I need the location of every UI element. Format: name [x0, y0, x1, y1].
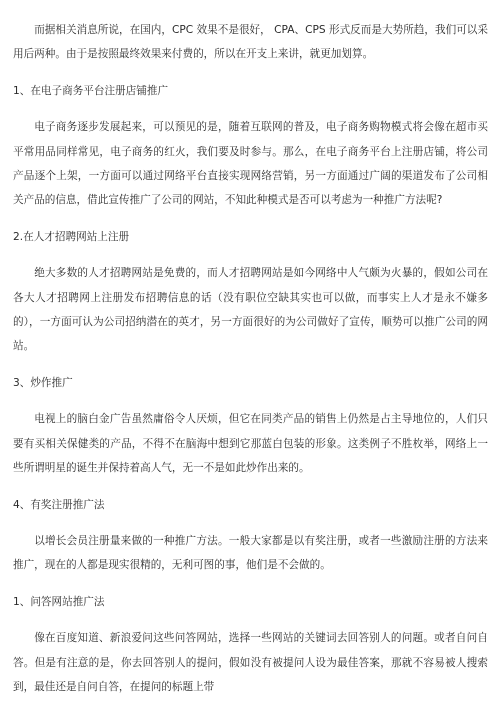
- paragraph-hype: 电视上的脑白金广告虽然庸俗令人厌烦，但它在同类产品的销售上仍然是占主导地位的，人们只要有买相关保健类的产品，不得不在脑海中想到它那蓝白包装的形象。这类例子不胜枚举，网络上一些所谓明星的诞生并保持着高人气，无一不是如此炒作出来的。: [13, 413, 488, 475]
- section-heading-recruitment: 2.在人才招聘网站上注册: [13, 230, 130, 243]
- paragraph-recruitment: 绝大多数的人才招聘网站是免费的，而人才招聘网站是如今网络中人气颇为火暴的，假如公司在各大人才招聘网上注册发布招聘信息的话（没有职位空缺其实也可以做，而事实上人才是永不嫌多的），一方面可认为公司招纳潜在的英才，另一方面很好的为公司做好了宣传，顺势可以推广公司的网站。: [13, 267, 488, 353]
- section-heading-qa-sites: 1、问答网站推广法: [13, 595, 105, 608]
- paragraph-reward-registration: 以增长会员注册量来做的一种推广方法。一般大家都是以有奖注册，或者一些激励注册的方法来推广，现在的人都是现实很精的，无利可图的事，他们是不会做的。: [13, 534, 488, 572]
- section-heading-reward-registration: 4、有奖注册推广法: [13, 498, 105, 511]
- paragraph-ecommerce: 电子商务逐步发展起来，可以预见的是，随着互联网的普及，电子商务购物模式将会像在超市买平常用品同样常见，电子商务的红火，我们要及时参与。那么，在电子商务平台上注册店铺，将公司产品逐个上架，一方面可以通过网络平台直接实现网络营销，另一方面通过广阔的渠道发布了公司相关产品的信息，借此宣传推广了公司的网站，不知此种模式是否可以考虑为一种推广方法呢?: [13, 121, 488, 207]
- section-heading-ecommerce: 1、在电子商务平台注册店铺推广: [13, 84, 169, 97]
- intro-paragraph: 而据相关消息所说，在国内，CPC 效果不是很好， CPA、CPS 形式反而是大势所趋，我们可以采用后两种。由于是按照最终效果来付费的，所以在开支上来讲，就更加划算。: [13, 24, 488, 61]
- section-heading-hype: 3、炒作推广: [13, 376, 73, 389]
- paragraph-qa-sites: 像在百度知道、新浪爱问这些问答网站，选择一些网站的关键词去回答别人的问题。或者自问自答。但是有注意的是，你去回答别人的提问，假如没有被提问人设为最佳答案，那就不容易被人搜索到，最佳还是自问自答，在提问的标题上带: [13, 632, 488, 693]
